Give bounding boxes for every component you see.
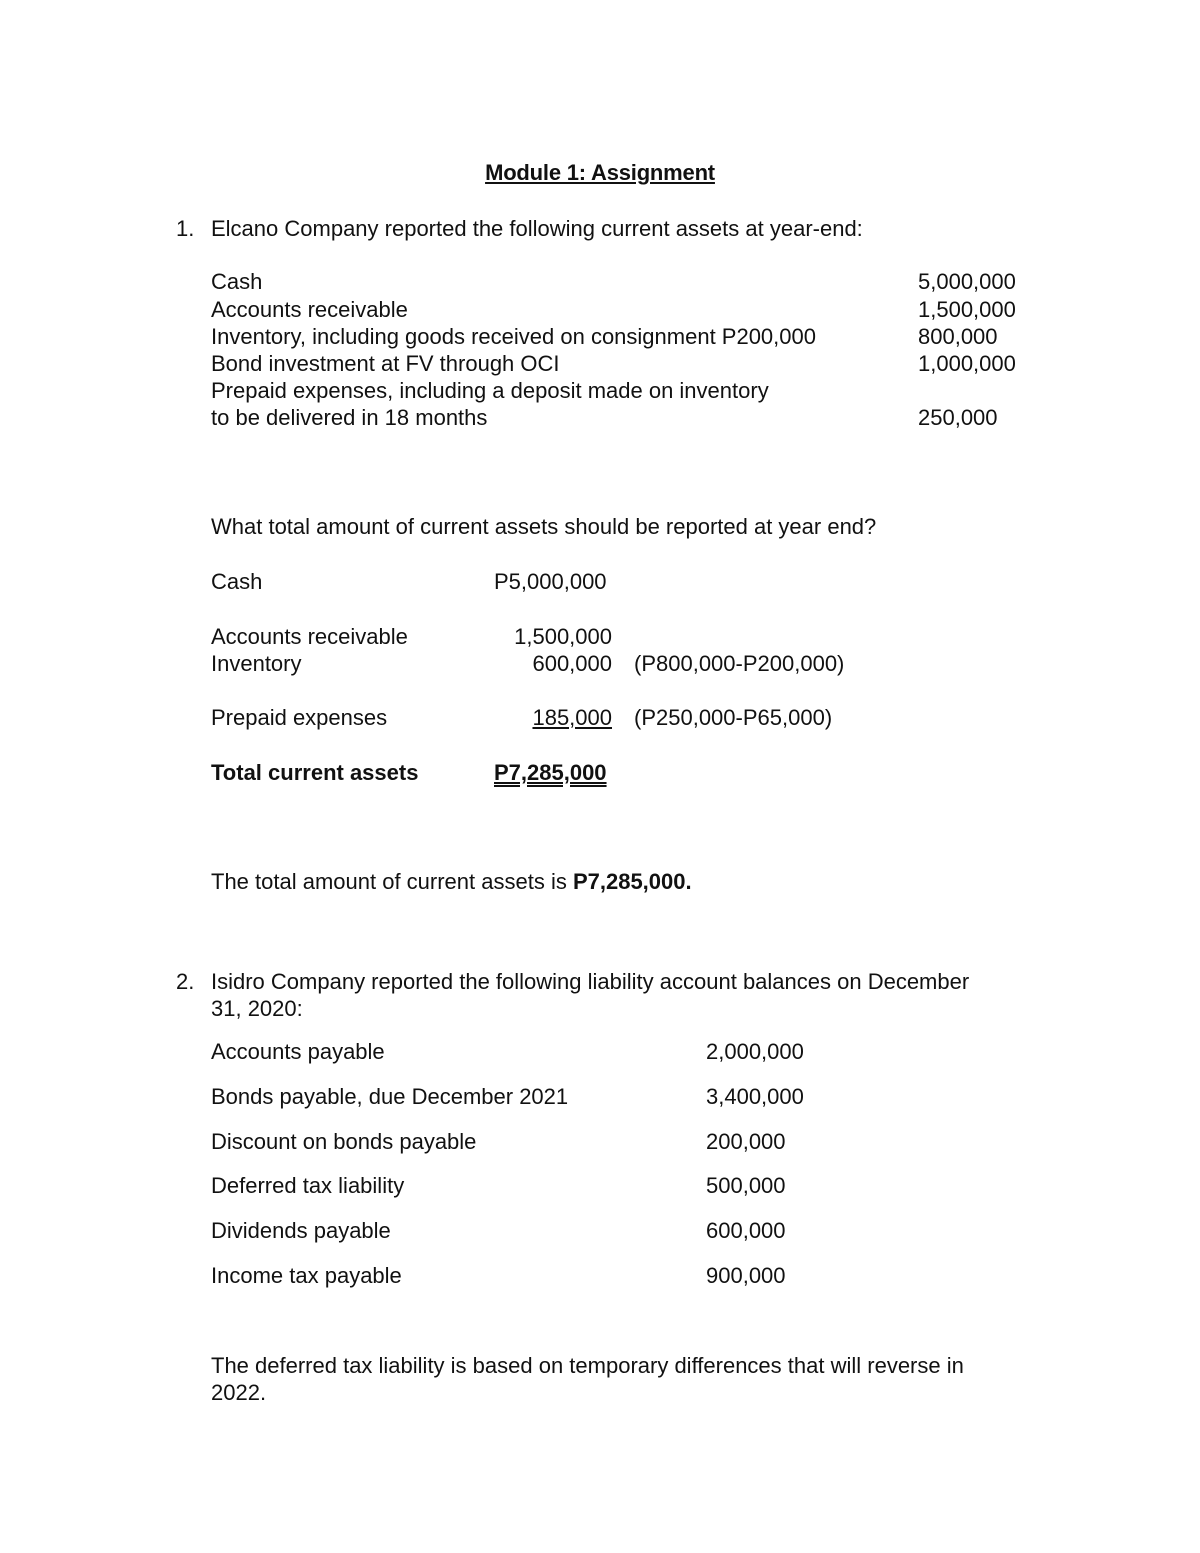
q2-item-amount: 2,000,000 [706,1039,804,1064]
q2-prompt: 31, 2020: [211,996,303,1021]
q1-item-label: Inventory, including goods received on consignment P200,000 [211,324,816,349]
q2-item-amount: 500,000 [706,1173,786,1198]
q1-item-amount: 5,000,000 [918,269,1016,294]
q2-prompt: Isidro Company reported the following liability account balances on December [211,969,970,994]
q2-item-label: Income tax payable [211,1263,402,1288]
solution-amount: 185,000 [532,705,612,730]
solution-amount: 600,000 [532,651,612,676]
q1-item-amount: 800,000 [918,324,998,349]
q2-note: 2022. [211,1380,267,1405]
solution-note: (P800,000-P200,000) [634,651,845,676]
q2-item-amount: 900,000 [706,1263,786,1288]
conclusion-value: P7,285,000. [572,869,692,894]
q1-item-label: Prepaid expenses, including a deposit made on inventory [211,378,769,403]
q1-item-amount: 1,000,000 [918,351,1016,376]
q1-item-amount: 1,500,000 [918,297,1016,322]
q1-item-label: Cash [211,269,263,294]
q2-item-label: Discount on bonds payable [211,1129,477,1154]
q1-conclusion: The total amount of current assets is P7,285,000. [211,869,692,894]
q2-number: 2. [176,969,195,994]
q2-item-label: Dividends payable [211,1218,391,1243]
total-amount: P7,285,000 [494,760,607,785]
q2-item-amount: 200,000 [706,1129,786,1154]
total-label: Total current assets [211,760,419,785]
q2-item-label: Bonds payable, due December 2021 [211,1084,569,1109]
q2-note: The deferred tax liability is based on temporary differences that will reverse in [211,1353,964,1378]
q1-item-label: Accounts receivable [211,297,408,322]
q2-item-amount: 600,000 [706,1218,786,1243]
solution-label: Cash [211,569,263,594]
q1-item-label: Bond investment at FV through OCI [211,351,560,376]
q1-prompt: Elcano Company reported the following current assets at year-end: [211,216,863,241]
solution-amount: 1,500,000 [514,624,612,649]
q1-item-label: to be delivered in 18 months [211,405,488,430]
solution-amount: P5,000,000 [494,569,607,594]
solution-label: Prepaid expenses [211,705,388,730]
q1-question: What total amount of current assets should be reported at year end? [211,514,877,539]
q2-item-label: Deferred tax liability [211,1173,405,1198]
q1-number: 1. [176,216,195,241]
q2-item-amount: 3,400,000 [706,1084,804,1109]
document-title: Module 1: Assignment [485,160,715,185]
solution-note: (P250,000-P65,000) [634,705,833,730]
solution-label: Inventory [211,651,302,676]
q1-item-amount: 250,000 [918,405,998,430]
solution-label: Accounts receivable [211,624,408,649]
q2-item-label: Accounts payable [211,1039,385,1064]
